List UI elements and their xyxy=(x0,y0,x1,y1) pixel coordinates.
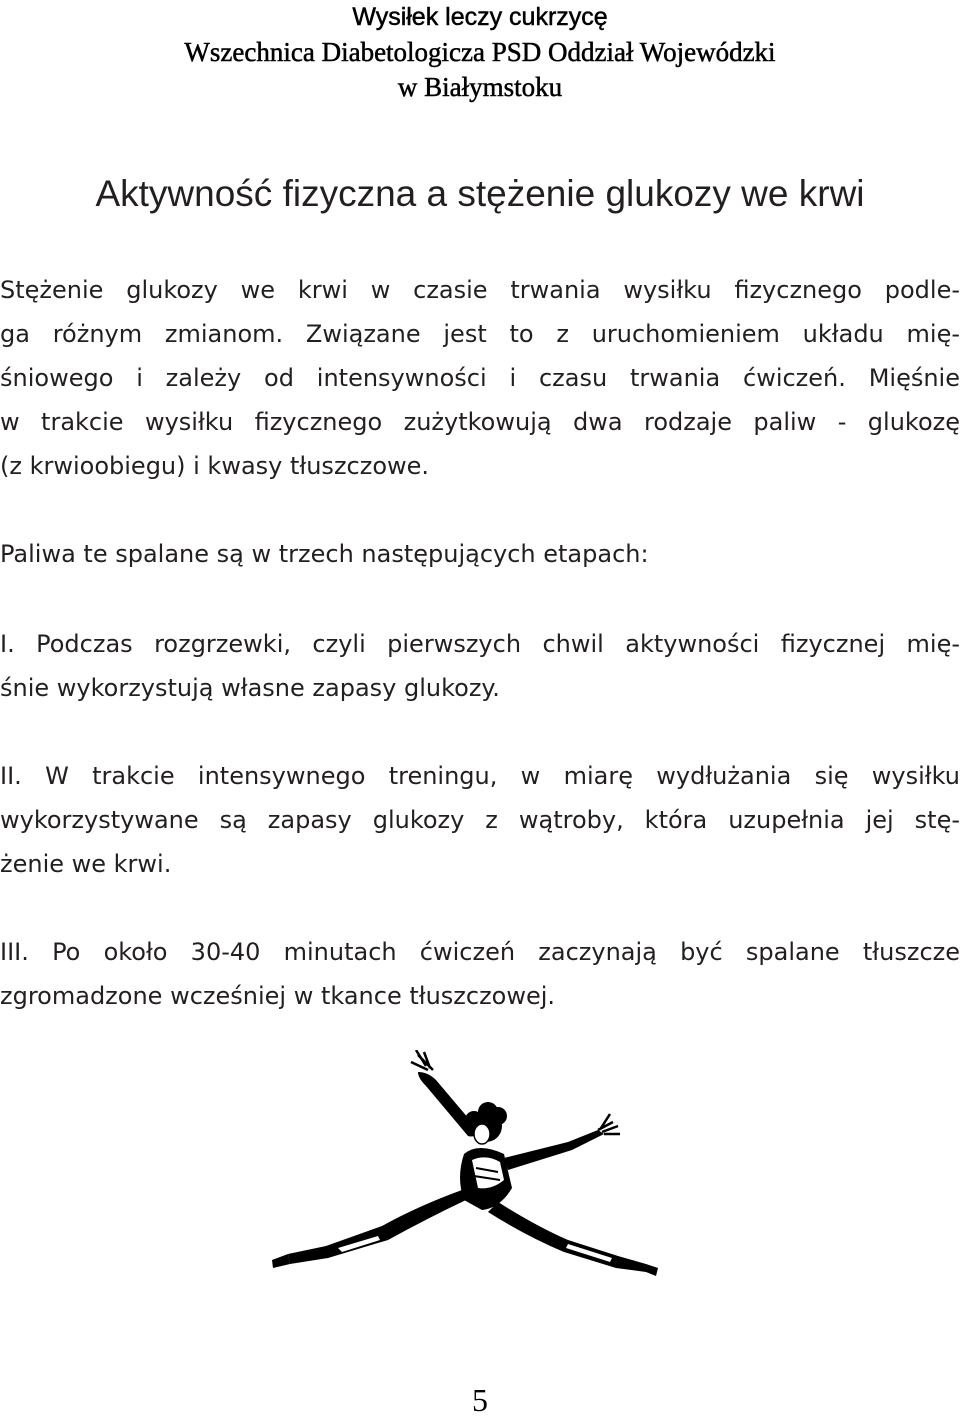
text-line: śniowego i zależy od intensywności i czasu trwania ćwiczeń. Mięśnie xyxy=(0,364,960,392)
paragraph-stage-2 xyxy=(0,754,960,886)
text-line: w trakcie wysiłku fizycznego zużytkowują dwa rodzaje paliw - glukozę xyxy=(0,408,960,436)
text-line: I. Podczas rozgrzewki, czyli pierwszych chwil aktywności fizycznej mię- xyxy=(0,630,960,658)
header-organization: Wszechnica Diabetologicza PSD Oddział Wojewódzki xyxy=(184,37,776,67)
text-line: III. Po około 30-40 minutach ćwiczeń zaczynają być spalane tłuszcze xyxy=(0,938,960,966)
paragraph-stage-1 xyxy=(0,622,960,710)
page-title: Aktywność fizyczna a stężenie glukozy we krwi xyxy=(95,173,865,214)
header-city: w Białymstoku xyxy=(397,72,563,102)
document-header xyxy=(0,0,960,105)
page-number: 5 xyxy=(472,1382,488,1418)
paragraph-stages-intro xyxy=(0,532,960,576)
text-line: II. W trakcie intensywnego treningu, w miarę wydłużania się wysiłku xyxy=(0,762,960,790)
header-title: Wysiłek leczy cukrzycę xyxy=(352,3,608,31)
paragraph-stage-3 xyxy=(0,930,960,1018)
text-line: śnie wykorzystują własne zapasy glukozy. xyxy=(0,674,500,702)
text-line: zgromadzone wcześniej w tkance tłuszczowej. xyxy=(0,982,556,1010)
text-line: ga różnym zmianom. Związane jest to z uruchomieniem układu mię- xyxy=(0,320,960,348)
text-line: wykorzystywane są zapasy glukozy z wątroby, która uzupełnia jej stę- xyxy=(0,806,960,834)
text-line: żenie we krwi. xyxy=(0,850,172,878)
text-line: Paliwa te spalane są w trzech następujących etapach: xyxy=(0,540,649,568)
text-line: (z krwioobiegu) i kwasy tłuszczowe. xyxy=(0,452,430,480)
text-line: Stężenie glukozy we krwi w czasie trwania wysiłku fizycznego podle- xyxy=(0,276,960,304)
paragraph-intro xyxy=(0,268,960,488)
gymnast-illustration xyxy=(268,1050,658,1280)
